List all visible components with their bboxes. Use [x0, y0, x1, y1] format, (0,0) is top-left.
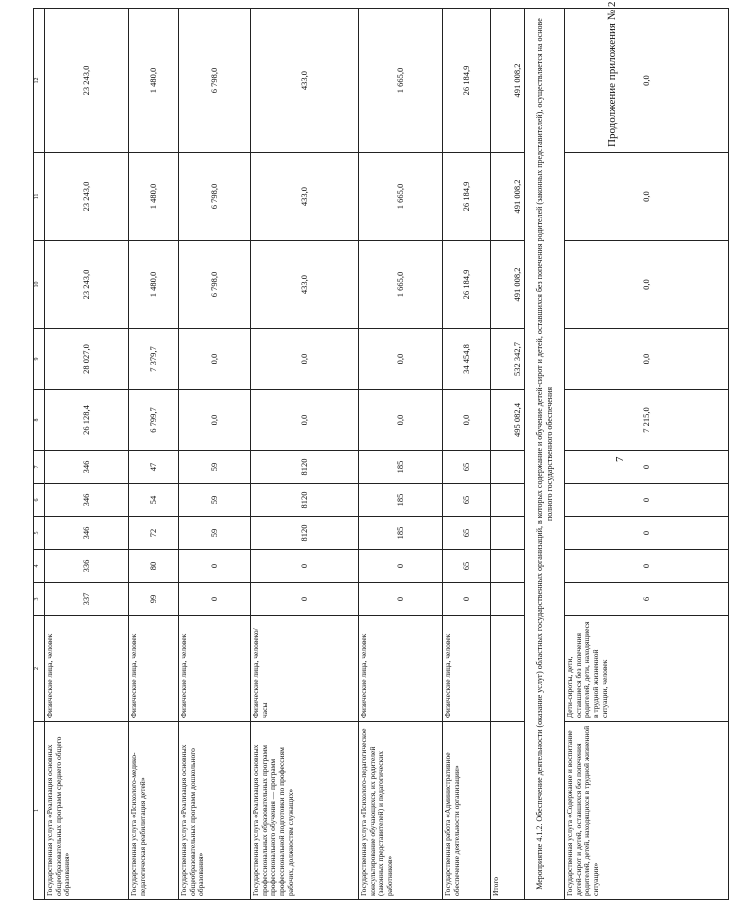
table-cell: 495 082,4 [491, 390, 525, 451]
table-cell: 0,0 [251, 390, 359, 451]
table-row [45, 9, 129, 900]
column-index-cell: 10 [34, 241, 45, 329]
table-cell: 26 184,9 [443, 153, 491, 241]
table-cell: 0 [565, 484, 729, 517]
table-body [45, 9, 491, 900]
table-cell: 80 [129, 550, 179, 583]
table-cell: 65 [443, 451, 491, 484]
column-index-cell: 3 [34, 583, 45, 616]
table-cell: 26 184,9 [443, 9, 491, 153]
table-cell: 6 798,0 [179, 241, 251, 329]
table-cell: 0,0 [251, 329, 359, 390]
table-cell: 54 [129, 484, 179, 517]
table-cell [491, 484, 525, 517]
table-cell: Физические лица, человек [443, 616, 491, 722]
table-cell: 23 243,0 [45, 9, 129, 153]
table-cell: 59 [179, 484, 251, 517]
table-cell: 185 [359, 517, 443, 550]
table-cell: Государственная услуга «Психолого-педагогическое консультирование обучающихся, их родителей (законных представителей) и педагогических работников» [359, 722, 443, 900]
table-cell: Государственная услуга «Реализация основных профессиональных образовательных программ профессионального обучения — программ профессиональной подготовки по профессиям рабочих, должностям служащих» [251, 722, 359, 900]
table-cell: 433,0 [251, 153, 359, 241]
table-cell: 72 [129, 517, 179, 550]
column-index-row [34, 9, 45, 900]
event-row [525, 9, 565, 900]
table-cell: 0 [179, 583, 251, 616]
table-cell: 8120 [251, 484, 359, 517]
table-cell: 65 [443, 517, 491, 550]
column-index-cell: 8 [34, 390, 45, 451]
table-cell: 0 [565, 550, 729, 583]
table-row [359, 9, 443, 900]
table-cell: 337 [45, 583, 129, 616]
table-cell: 433,0 [251, 241, 359, 329]
table-cell: 0 [359, 583, 443, 616]
table-cell: Физические лица, человек [45, 616, 129, 722]
table-cell: 99 [129, 583, 179, 616]
column-index-cell: 9 [34, 329, 45, 390]
total-label: Итого [491, 722, 525, 900]
table-cell: 1 665,0 [359, 9, 443, 153]
event-title: Мероприятие 4.1.2. Обеспечение деятельности (оказание услуг) областных государственных организаций, в которых содержание и обучение детей-сирот и детей, оставшихся без попечения родителей (законных представителей), осуществляется на основе полного государственного обеспечения [525, 9, 565, 900]
table-row [129, 9, 179, 900]
table-cell: 47 [129, 451, 179, 484]
table-cell: 491 008,2 [491, 241, 525, 329]
table-cell: Дети-сироты, дети, оставшиеся без попечения родителей, дети, находящиеся в трудной жизненной ситуации, человек [565, 616, 729, 722]
table-cell: 0 [565, 517, 729, 550]
column-index-cell: 2 [34, 616, 45, 722]
table-cell: Государственная услуга «Реализация основных общеобразовательных программ среднего общего образования» [45, 722, 129, 900]
table-cell: 8120 [251, 451, 359, 484]
table-cell: Государственная услуга «Содержание и воспитание детей-сирот и детей, оставшихся без попечения родителей, детей, находящихся в трудной жизненной ситуации» [565, 722, 729, 900]
table-cell: 185 [359, 484, 443, 517]
table-cell: 0,0 [359, 390, 443, 451]
page-number: 7 [614, 456, 626, 462]
table-cell: 8120 [251, 517, 359, 550]
table-cell: 23 243,0 [45, 153, 129, 241]
table-cell: Государственная услуга «Психолого-медико-педагогическая реабилитация детей» [129, 722, 179, 900]
column-index-cell: 1 [34, 722, 45, 900]
table-cell: 0,0 [179, 390, 251, 451]
table-cell: Физические лица, человек [179, 616, 251, 722]
table-cell: 6 798,0 [179, 153, 251, 241]
table-cell: 491 008,2 [491, 9, 525, 153]
table-cell: 7 215,0 [565, 390, 729, 451]
table-cell: Государственная работа «Административное обеспечение деятельности организации» [443, 722, 491, 900]
table-cell: 0,0 [359, 329, 443, 390]
column-index-cell: 4 [34, 550, 45, 583]
table-row [251, 9, 359, 900]
table-cell: 6 [565, 583, 729, 616]
table-cell: 23 243,0 [45, 241, 129, 329]
table-cell: 0 [565, 451, 729, 484]
table-cell: 1 665,0 [359, 241, 443, 329]
table-cell: 26 128,4 [45, 390, 129, 451]
table-cell: 0,0 [179, 329, 251, 390]
table-cell: 185 [359, 451, 443, 484]
column-index-cell: 12 [34, 9, 45, 153]
column-index-cell: 11 [34, 153, 45, 241]
table-cell: Физические лица, человек [359, 616, 443, 722]
table-cell: 7 379,7 [129, 329, 179, 390]
table-cell: 26 184,9 [443, 241, 491, 329]
table-row [443, 9, 491, 900]
table-cell [491, 616, 525, 722]
table-cell [491, 583, 525, 616]
table-cell: 1 665,0 [359, 153, 443, 241]
table-cell: 0,0 [565, 241, 729, 329]
table-cell: Физические лица, человеко/часы [251, 616, 359, 722]
table-cell: 433,0 [251, 9, 359, 153]
table-cell: 34 454,8 [443, 329, 491, 390]
table-cell: 532 342,7 [491, 329, 525, 390]
table-cell: 346 [45, 451, 129, 484]
column-index-cell: 5 [34, 517, 45, 550]
table-cell: 0 [359, 550, 443, 583]
table-row [179, 9, 251, 900]
table-cell: Государственная услуга «Реализация основных общеобразовательных программ дошкольного образования» [179, 722, 251, 900]
table-cell: 1 480,0 [129, 9, 179, 153]
appendix-title: Продолжение приложения № 2 [606, 1, 618, 147]
table-cell: 0 [251, 550, 359, 583]
table-cell: 0,0 [443, 390, 491, 451]
table-cell: 1 480,0 [129, 241, 179, 329]
table-cell: 346 [45, 517, 129, 550]
table-cell: 59 [179, 517, 251, 550]
table-cell: 0 [179, 550, 251, 583]
table-cell [491, 550, 525, 583]
table-cell: 0 [443, 583, 491, 616]
table-cell [491, 451, 525, 484]
table-cell [491, 517, 525, 550]
table-cell: 0,0 [565, 9, 729, 153]
table-cell: 0 [251, 583, 359, 616]
column-index-cell: 6 [34, 484, 45, 517]
table-cell: 6 799,7 [129, 390, 179, 451]
table-cell: 491 008,2 [491, 153, 525, 241]
table-cell: 1 480,0 [129, 153, 179, 241]
table-cell: 0,0 [565, 153, 729, 241]
table-cell: 59 [179, 451, 251, 484]
table-cell: 28 027,0 [45, 329, 129, 390]
budget-table [33, 8, 729, 900]
table-cell: 6 798,0 [179, 9, 251, 153]
table-cell: 65 [443, 550, 491, 583]
table-cell: 0,0 [565, 329, 729, 390]
total-row [491, 9, 525, 900]
table-cell: Физические лица, человек [129, 616, 179, 722]
column-index-cell: 7 [34, 451, 45, 484]
table-cell: 65 [443, 484, 491, 517]
table-cell: 346 [45, 484, 129, 517]
table-row [565, 9, 729, 900]
table-cell: 336 [45, 550, 129, 583]
